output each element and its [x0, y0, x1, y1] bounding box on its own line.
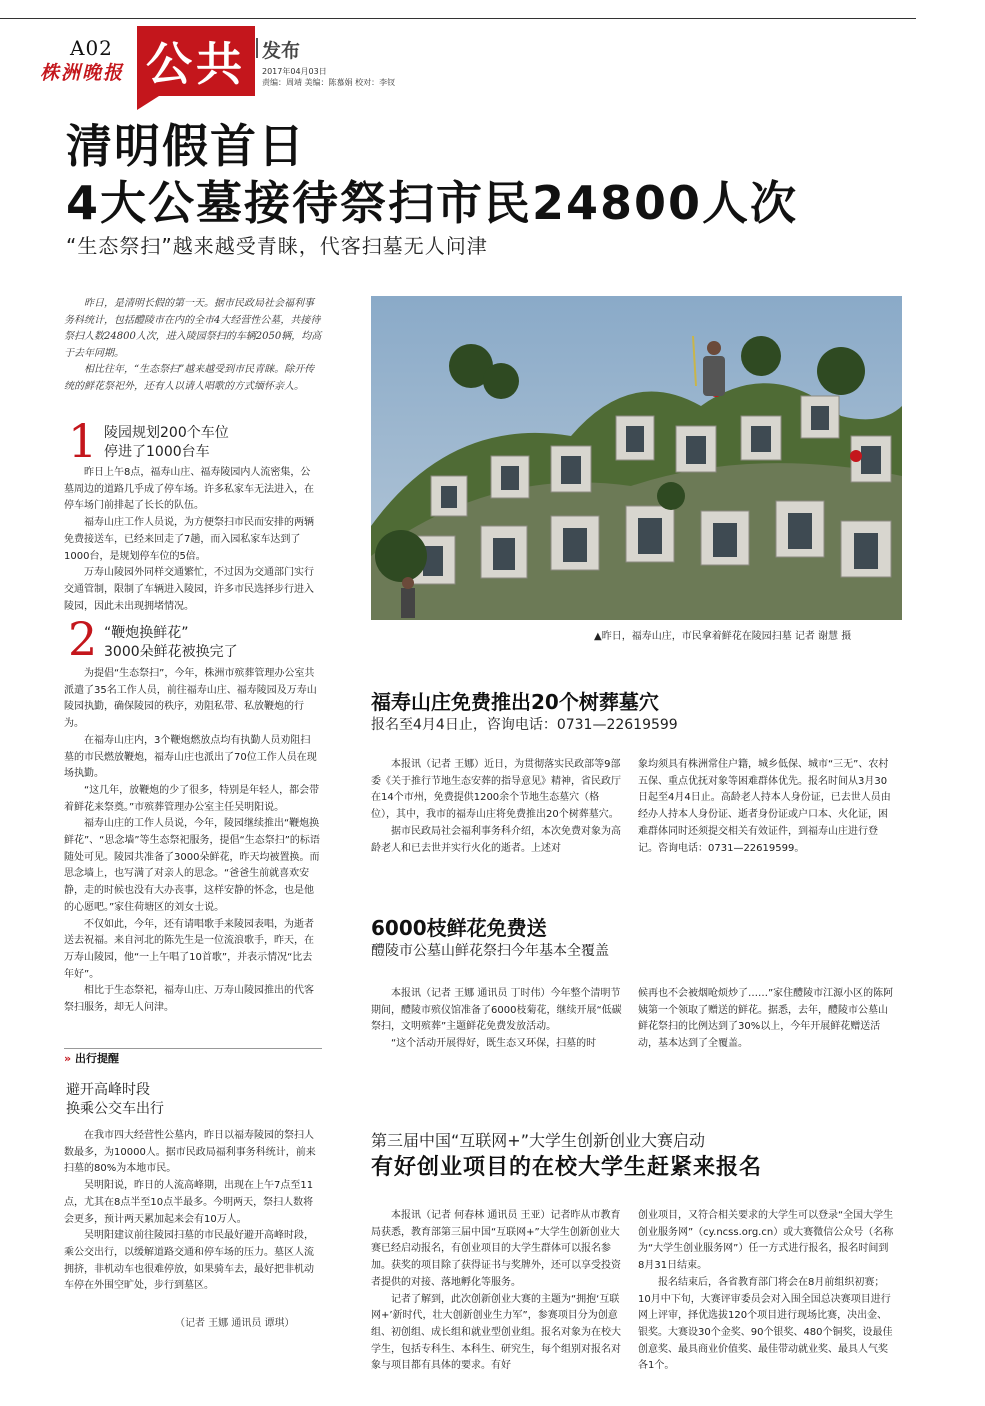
story4-p4: 报名结束后，各省教育部门将会在8月前组织初赛；10月中下旬，大赛评审委员会对入围全国总决赛项目进行网上评审，择优选拔120个项目进行现场比赛，决出金、银奖。大赛设30个金奖、90个银奖、480个铜奖，设最佳创意奖、最具商业价值奖、最佳带动就业奖、最具人气奖各1个。 — [638, 1276, 893, 1372]
story4-p3: 创业项目，又符合相关要求的大学生可以登录“全国大学生创业服务网”（cy.ncss.org.cn）或大赛微信公众号（名称为“大学生创业服务网”）任一方式进行报名，报名时间到8月31日结束。 — [638, 1210, 894, 1272]
page-number: A02 — [70, 36, 113, 60]
lead-p2: 相比往年，“生态祭扫”越来越受到市民青睐。除开传统的鲜花祭祀外，还有人以请人唱歌的方式缅怀亲人。 — [64, 364, 315, 392]
tip-title-l2: 换乘公交车出行 — [66, 1101, 164, 1117]
lead-paragraphs — [64, 296, 322, 395]
story3-subtitle: 醴陵市公墓山鲜花祭扫今年基本全覆盖 — [371, 943, 609, 959]
story2-p1: 本报讯（记者 王娜）近日，为贯彻落实民政部等9部委《关于推行节地生态安葬的指导意见》精神，省民政厅在14个市州，免费提供1200余个节地生态墓穴（格位），其中，我市的福寿山庄将免费推出20个树葬墓穴。 — [371, 759, 621, 821]
tip-p1: 在我市四大经营性公墓内，昨日以福寿陵园的祭扫人数最多，为10000人。据市民政局福利事务科统计，前来扫墓的80%为本地市民。 — [64, 1130, 316, 1175]
section-1-body — [64, 465, 320, 615]
s2-p3: “这几年，放鞭炮的少了很多，特别是年轻人，都会带着鲜花来祭奠。”市殡葬管理办公室主任吴明阳说。 — [64, 784, 320, 813]
header-meta — [262, 66, 395, 88]
byline: （记者 王娜 通讯员 谭琪） — [175, 1318, 295, 1329]
section-flag-tail — [137, 96, 159, 110]
story2-col2 — [638, 757, 894, 857]
story2-col1 — [371, 757, 623, 857]
s1-p2: 福寿山庄工作人员说，为方便祭扫市民而安排的两辆免费接送车，已经来回走了7趟，而入园私家车达到了1000台，是规划停车位的5倍。 — [64, 517, 314, 562]
story4-p1: 本报讯（记者 何春林 通讯员 王亚）记者昨从市教育局获悉，教育部第三届中国“互联网+”大学生创新创业大赛已经启动报名，有创业项目的大学生群体可以报名参加。获奖的项目除了获得证书与奖牌外，还可以享受投资者提供的对接、落地孵化等服务。 — [371, 1210, 621, 1288]
section-flag: 公共 — [137, 26, 255, 96]
s2-p2: 在福寿山庄内，3个鞭炮燃放点均有执勤人员劝阻扫墓的市民燃放鞭炮，福寿山庄也派出了70位工作人员在现场执勤。 — [64, 734, 317, 780]
story4-p2: 记者了解到，此次创新创业大赛的主题为“拥抱‘互联网+’新时代，壮大创新创业生力军”，参赛项目分为创意组、初创组、成长组和就业型创业组。报名对象为在校大学生，包括专科生、本科生、研究生，每个组别对报名对象与项目都有具体的要求。有好 — [371, 1293, 621, 1372]
section-1-title — [104, 424, 229, 462]
cemetery-photo-art — [371, 296, 902, 620]
story4-col1 — [371, 1208, 623, 1375]
headline-line-2: 4大公墓接待祭扫市民24800人次 — [66, 176, 799, 230]
s1-p3: 万寿山陵园外同样交通繁忙，不过因为交通部门实行交通管制，限制了车辆进入陵园，许多市民选择步行进入陵园，因此未出现拥堵情况。 — [64, 567, 314, 612]
photo-caption: ▲昨日，福寿山庄，市民拿着鲜花在陵园扫墓 记者 谢慧 摄 — [594, 631, 852, 642]
section-2-title — [104, 624, 238, 662]
tip-body — [64, 1128, 320, 1295]
section-2-title-l2: 3000朵鲜花被换完了 — [104, 644, 238, 660]
story3-p1: 本报讯（记者 王娜 通讯员 丁时伟）今年整个清明节期间，醴陵市殡仪馆准备了6000枝菊花，继续开展“低碳祭扫，文明殡葬”主题鲜花免费发放活动。 — [371, 988, 622, 1033]
story3-p2: “这个活动开展得好，既生态又环保，扫墓的时 — [391, 1038, 597, 1050]
story4-col2 — [638, 1208, 894, 1375]
top-rule — [0, 18, 916, 19]
section-2-title-l1: “鞭炮换鲜花” — [104, 625, 189, 641]
story2-title: 福寿山庄免费推出20个树葬墓穴 — [371, 690, 659, 714]
story4-title: 有好创业项目的在校大学生赶紧来报名 — [371, 1155, 763, 1180]
meta-date: 2017年04月03日 — [262, 67, 327, 76]
s2-p6: 相比于生态祭祀，福寿山庄、万寿山陵园推出的代客祭扫服务，却无人问津。 — [64, 985, 314, 1014]
tip-title — [66, 1081, 164, 1119]
story2-subtitle: 报名至4月4日止，咨询电话：0731—22619599 — [371, 717, 678, 733]
headline-line-1: 清明假首日 — [66, 119, 306, 173]
s2-p1: 为提倡“生态祭扫”，今年，株洲市殡葬管理办公室共派遣了35名工作人员，前往福寿山庄、福寿陵园及万寿山陵园执勤，确保陵园的秩序，劝阻私带、私放鞭炮的行为。 — [64, 668, 317, 730]
main-deck: “生态祭扫”越来越受青睐，代客扫墓无人问津 — [66, 234, 488, 258]
story3-col2 — [638, 986, 894, 1053]
lead-p1: 昨日，是清明长假的第一天。据市民政局社会福利事务科统计，包括醴陵市在内的全市4大经营性公墓，共接待祭扫人数24800人次，进入陵园祭扫的车辆2050辆，均高于去年同期。 — [64, 298, 322, 359]
section-1-title-l2: 停进了1000台车 — [104, 444, 210, 460]
story2-p2: 据市民政局社会福利事务科介绍，本次免费对象为高龄老人和已去世并实行火化的逝者。上述对 — [371, 825, 621, 854]
section-divider — [256, 38, 258, 58]
s2-p5: 不仅如此，今年，还有请唱歌手来陵园表唱，为逝者送去祝福。来自河北的陈先生是一位流浪歌手，昨天，在万寿山陵园，他“一上午唱了10首歌”，并表示情况“比去年好”。 — [64, 918, 314, 980]
section-name: 发布 — [262, 40, 301, 62]
paper-logo: 株洲晚报 — [40, 62, 125, 84]
tip-label-text: 出行提醒 — [74, 1052, 119, 1065]
section-2-number: 2 — [68, 612, 98, 666]
tip-p2: 吴明阳说，昨日的人流高峰期，出现在上午7点至11点，尤其在8点半至10点半最多。今明两天，祭扫人数将会更多，预计两天累加起来会有10万人。 — [64, 1180, 314, 1225]
story2-p3: 象均须具有株洲常住户籍，城乡低保、城市“三无”、农村五保、重点优抚对象等困难群体优先。报名时间从3月30日起至4月4日止。高龄老人持本人身份证，已去世人员由经办人持本人身份证、逝者身份证或户口本、火化证，困难群体同时还须提交相关有效证件，到福寿山庄进行登记。咨询电话：0731—22619599。 — [638, 759, 891, 854]
tip-p3: 吴明阳建议前往陵园扫墓的市民最好避开高峰时段，乘公交出行，以缓解道路交通和停车场的压力。墓区人流拥挤，非机动车也很难停放，如果骑车去，最好把非机动车停在外围空旷处，步行到墓区。 — [64, 1230, 314, 1292]
cemetery-photo — [371, 296, 902, 620]
s1-p1: 昨日上午8点，福寿山庄、福寿陵园内人流密集，公墓周边的道路几乎成了停车场。许多私家车无法进入，在停车场门前排起了长长的队伍。 — [64, 467, 314, 512]
tip-title-l1: 避开高峰时段 — [66, 1082, 150, 1098]
story3-p3: 候再也不会被烟呛烦炒了……”家住醴陵市江源小区的陈阿姨第一个领取了赠送的鲜花。据悉，去年，醴陵市公墓山鲜花祭扫的比例达到了30%以上，今年开展鲜花赠送活动，基本达到了全覆盖。 — [638, 988, 894, 1050]
story3-col1 — [371, 986, 623, 1053]
s2-p4: 福寿山庄的工作人员说，今年，陵园继续推出“鞭炮换鲜花”、“思念墙”等生态祭祀服务，提倡“生态祭扫”的标语随处可见。陵园共准备了3000朵鲜花，昨天均被置换。而思念墙上，也写满了对亲人的思念。“爸爸生前就喜欢安静，走的时候也没有大办丧事，这样安静的怀念，也是他的心愿吧。”家住荷塘区的刘女士说。 — [64, 818, 320, 913]
double-chevron-icon: » — [64, 1052, 72, 1065]
meta-staff: 责编：周靖 美编：陈慕娟 校对：李钗 — [262, 78, 396, 87]
main-headline — [66, 118, 798, 232]
story4-kicker: 第三届中国“互联网+”大学生创新创业大赛启动 — [371, 1131, 705, 1150]
tip-rule — [64, 1048, 322, 1049]
tip-label — [64, 1050, 119, 1066]
section-2-body — [64, 666, 320, 1017]
section-1-number: 1 — [68, 414, 98, 468]
story3-title: 6000枝鲜花免费送 — [371, 916, 547, 940]
section-1-title-l1: 陵园规划200个车位 — [104, 425, 229, 441]
